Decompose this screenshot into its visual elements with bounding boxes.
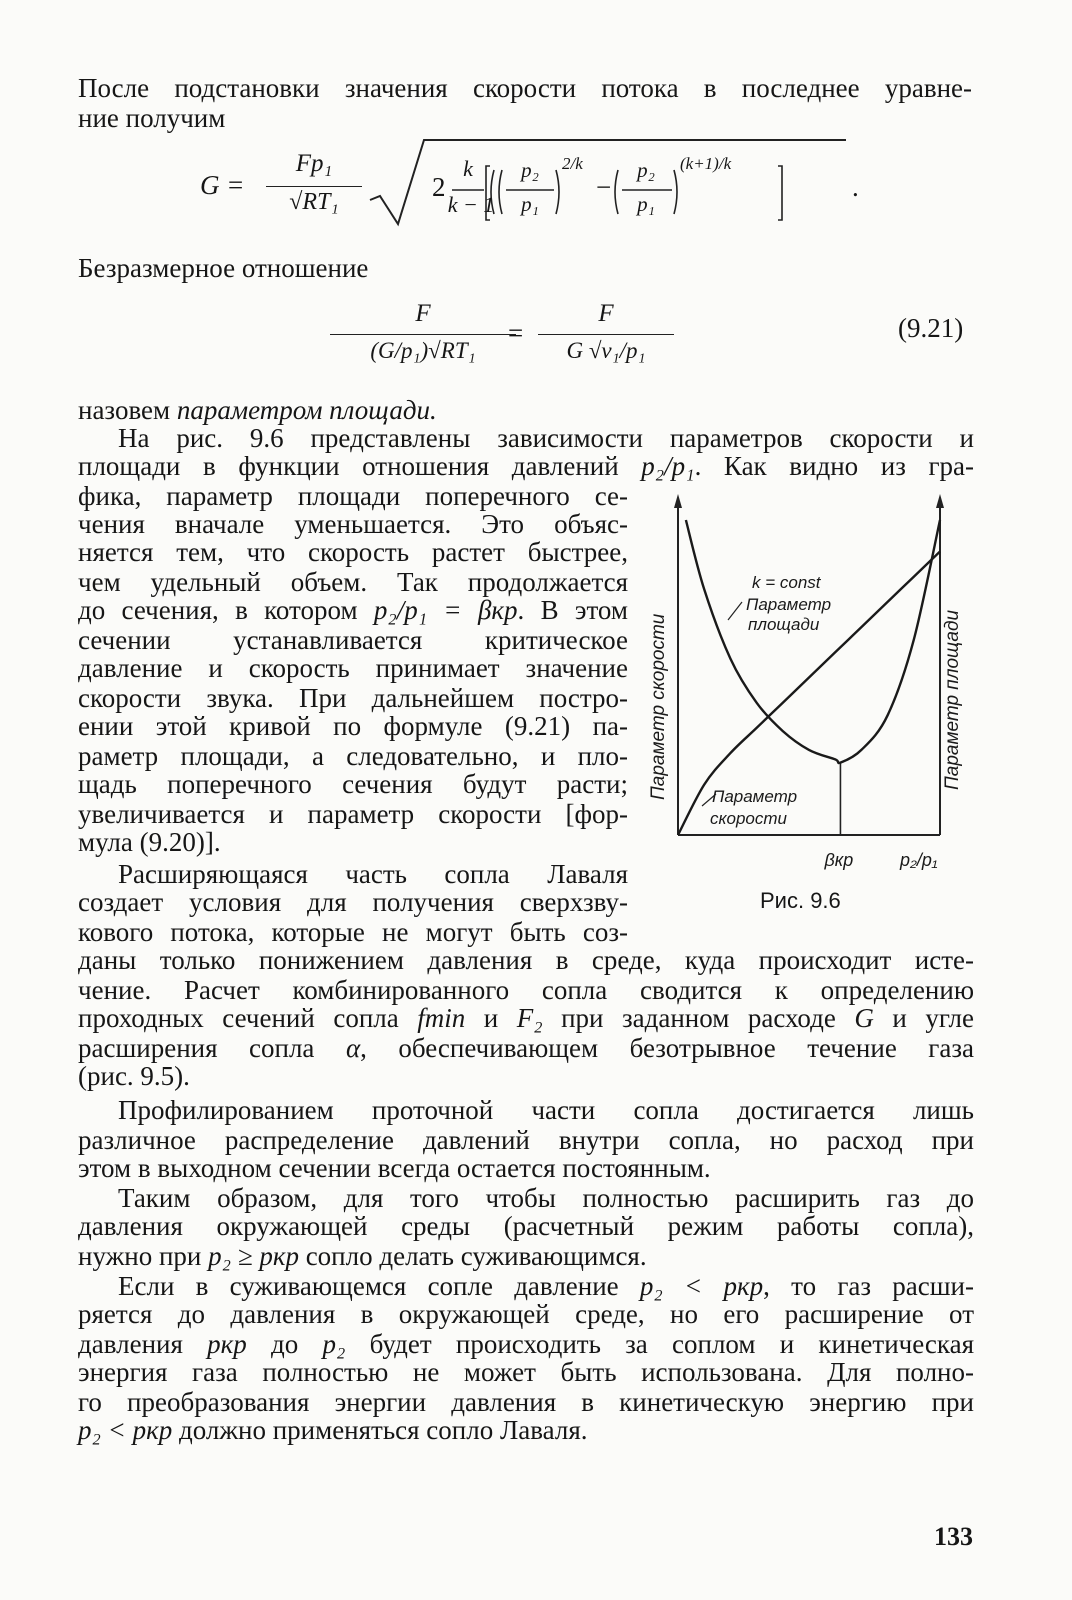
figure-caption: Рис. 9.6	[760, 888, 841, 913]
text-fragment: давления	[78, 1329, 183, 1359]
text-line: фика, параметр площади поперечного се-	[78, 481, 628, 511]
text-line: ении этой кривой по формуле (9.21) па-	[78, 711, 628, 741]
term-area-parameter: параметром площади.	[176, 395, 437, 425]
fraction-bar	[266, 186, 362, 187]
text-fragment: до сечения, в котором	[78, 595, 358, 625]
text-fragment: и	[483, 1003, 499, 1033]
text-fragment: Если в суживающемся сопле давление	[118, 1271, 619, 1301]
text-fragment: . В этом	[517, 595, 628, 625]
label-velocity-1: Параметр	[712, 787, 798, 806]
eq-exp-1: 2/k	[562, 154, 583, 173]
left-axis-arrow	[674, 494, 682, 508]
text-line: этом в выходном сечении всегда остается постоянным.	[78, 1153, 711, 1183]
annotation-k-const: k = const	[752, 573, 821, 592]
symbol-F2: F₂	[516, 1003, 543, 1033]
text-line: После подстановки значения скорости потока в последнее уравне-	[78, 73, 972, 103]
eq-lhs: G =	[200, 170, 245, 200]
equation-number: (9.21)	[898, 313, 964, 343]
text-line: Таким образом, для того чтобы полностью расширить газ до	[118, 1183, 974, 1213]
text-line: щадь поперечного сечения будут расти;	[78, 769, 628, 799]
symbol-pressure-ratio: p₂/p₁	[641, 451, 695, 481]
text-line: энергия газа полностью не может быть использована. Для полно-	[78, 1357, 974, 1387]
eq-minus: −	[596, 172, 612, 202]
text-line: Расширяющаяся часть сопла Лаваля	[118, 859, 628, 889]
page-number: 133	[934, 1522, 973, 1551]
label-area-1: Параметр	[746, 595, 832, 614]
eq-exp-2: (k+1)/k	[680, 154, 732, 173]
text-fragment: и угле	[892, 1003, 974, 1033]
eq-ratio-num: p₂	[521, 158, 539, 182]
eq-ratio-den: p₁	[637, 192, 655, 216]
eq-end: .	[852, 172, 859, 202]
fraction-bar	[330, 334, 516, 335]
x-axis-label: p₂/p₁	[900, 850, 938, 870]
text-line: мула (9.20)].	[78, 827, 221, 857]
eq2-den-1: (G/p₁)√RT₁	[370, 338, 476, 363]
eq-k-num: k	[463, 156, 473, 181]
left-axis-label: Параметр скорости	[648, 613, 669, 800]
symbol-pkr: pкр	[207, 1329, 247, 1359]
text-line: го преобразования энергии давления в кинетическую энергию при	[78, 1387, 974, 1417]
text-fragment: , то газ расши-	[763, 1271, 974, 1301]
eq-num: Fp₁	[295, 150, 333, 177]
text-fragment: площади в функции отношения давлений	[78, 451, 619, 481]
text-line	[78, 1002, 974, 1034]
symbol-fmin: fmin	[417, 1003, 466, 1033]
text-fragment: проходных сечений сопла	[78, 1003, 399, 1033]
text-line: чем удельный объем. Так продолжается	[78, 567, 628, 597]
text-fragment: . Как видно из гра-	[694, 451, 975, 481]
text-line: Безразмерное отношение	[78, 253, 369, 283]
figure-9-6	[640, 490, 970, 880]
text-line: даны только понижением давления в среде, куда происходит исте-	[78, 945, 974, 975]
text-fragment: нужно при	[78, 1241, 202, 1271]
symbol-p2-lt-pkr: p₂ < pкр	[639, 1271, 764, 1301]
symbol-p2-ge-pkr: p₂ ≥ pкр	[208, 1241, 299, 1271]
text-line: увеличивается и параметр скорости [фор-	[78, 799, 628, 829]
eq2-equals: =	[508, 318, 524, 348]
text-line	[78, 450, 974, 482]
eq-ratio-den: p₁	[521, 192, 539, 216]
text-line	[78, 594, 628, 626]
text-line	[78, 1032, 974, 1064]
symbol-p2: p₂	[322, 1329, 346, 1359]
text-line: раметр площади, а следовательно, и пло-	[78, 741, 628, 771]
text-line: ряется до давления в окружающей среде, но его расширение от	[78, 1299, 974, 1329]
text-fragment: должно применяться сопло Лаваля.	[179, 1415, 588, 1445]
fraction-bar	[538, 334, 674, 335]
label-area-2: площади	[748, 615, 820, 634]
text-fragment: расширения сопла	[78, 1033, 315, 1063]
symbol-critical-ratio: p₂/p₁ = βкр	[373, 595, 518, 625]
text-line: различное распределение давлений внутри сопла, но расход при	[78, 1125, 974, 1155]
text-fragment: до	[271, 1329, 299, 1359]
text-line: давления окружающей среды (расчетный режим работы сопла),	[78, 1211, 974, 1241]
eq-ratio-num: p₂	[637, 158, 655, 182]
eq2-num-1: F	[415, 300, 431, 327]
text-fragment: сопло делать суживающимся.	[305, 1241, 647, 1271]
symbol-p2-lt-pkr: p₂ < pкр	[78, 1415, 173, 1445]
series-line-area	[686, 520, 940, 763]
eq-two: 2	[432, 172, 446, 202]
text-fragment: , обеспечивающем безотрывное течение газа	[360, 1033, 975, 1063]
right-axis-label: Параметр площади	[942, 609, 963, 790]
eq-k-den: k − 1	[447, 192, 495, 217]
text-line: создает условия для получения сверхзву-	[78, 887, 628, 917]
text-line: давление и скорость принимает значение	[78, 653, 628, 683]
leader-line-area	[728, 602, 742, 620]
text-line: сечении устанавливается критическое	[78, 625, 628, 655]
text-line: чения вначале уменьшается. Это объяс-	[78, 509, 628, 539]
symbol-G: G	[854, 1003, 874, 1033]
text-fragment: при заданном расходе	[561, 1003, 836, 1033]
text-line	[78, 1240, 647, 1272]
text-line: ние получим	[78, 103, 226, 133]
label-velocity-2: скорости	[710, 809, 788, 828]
text-line: На рис. 9.6 представлены зависимости параметров скорости и	[118, 423, 974, 453]
eq-den: √RT₁	[289, 189, 339, 215]
text-line: кового потока, которые не могут быть соз-	[78, 917, 628, 947]
text-line: скорости звука. При дальнейшем постро-	[78, 683, 628, 713]
text-line: Профилированием проточной части сопла достигается лишь	[118, 1095, 974, 1125]
text-fragment: будет происходить за соплом и кинетическая	[369, 1329, 974, 1359]
text-line: няется тем, что скорость растет быстрее,	[78, 537, 628, 567]
eq2-den-2: G √v₁/p₁	[566, 338, 646, 363]
text-line	[78, 1414, 588, 1446]
text-line: (рис. 9.5).	[78, 1061, 190, 1091]
x-tick-label-beta-kr: βкр	[824, 850, 854, 870]
symbol-alpha: α	[345, 1033, 361, 1063]
text-fragment: назовем	[78, 395, 177, 425]
text-line: чение. Расчет комбинированного сопла сводится к определению	[78, 975, 974, 1005]
eq2-num-2: F	[598, 300, 614, 327]
right-axis-arrow	[936, 494, 944, 508]
